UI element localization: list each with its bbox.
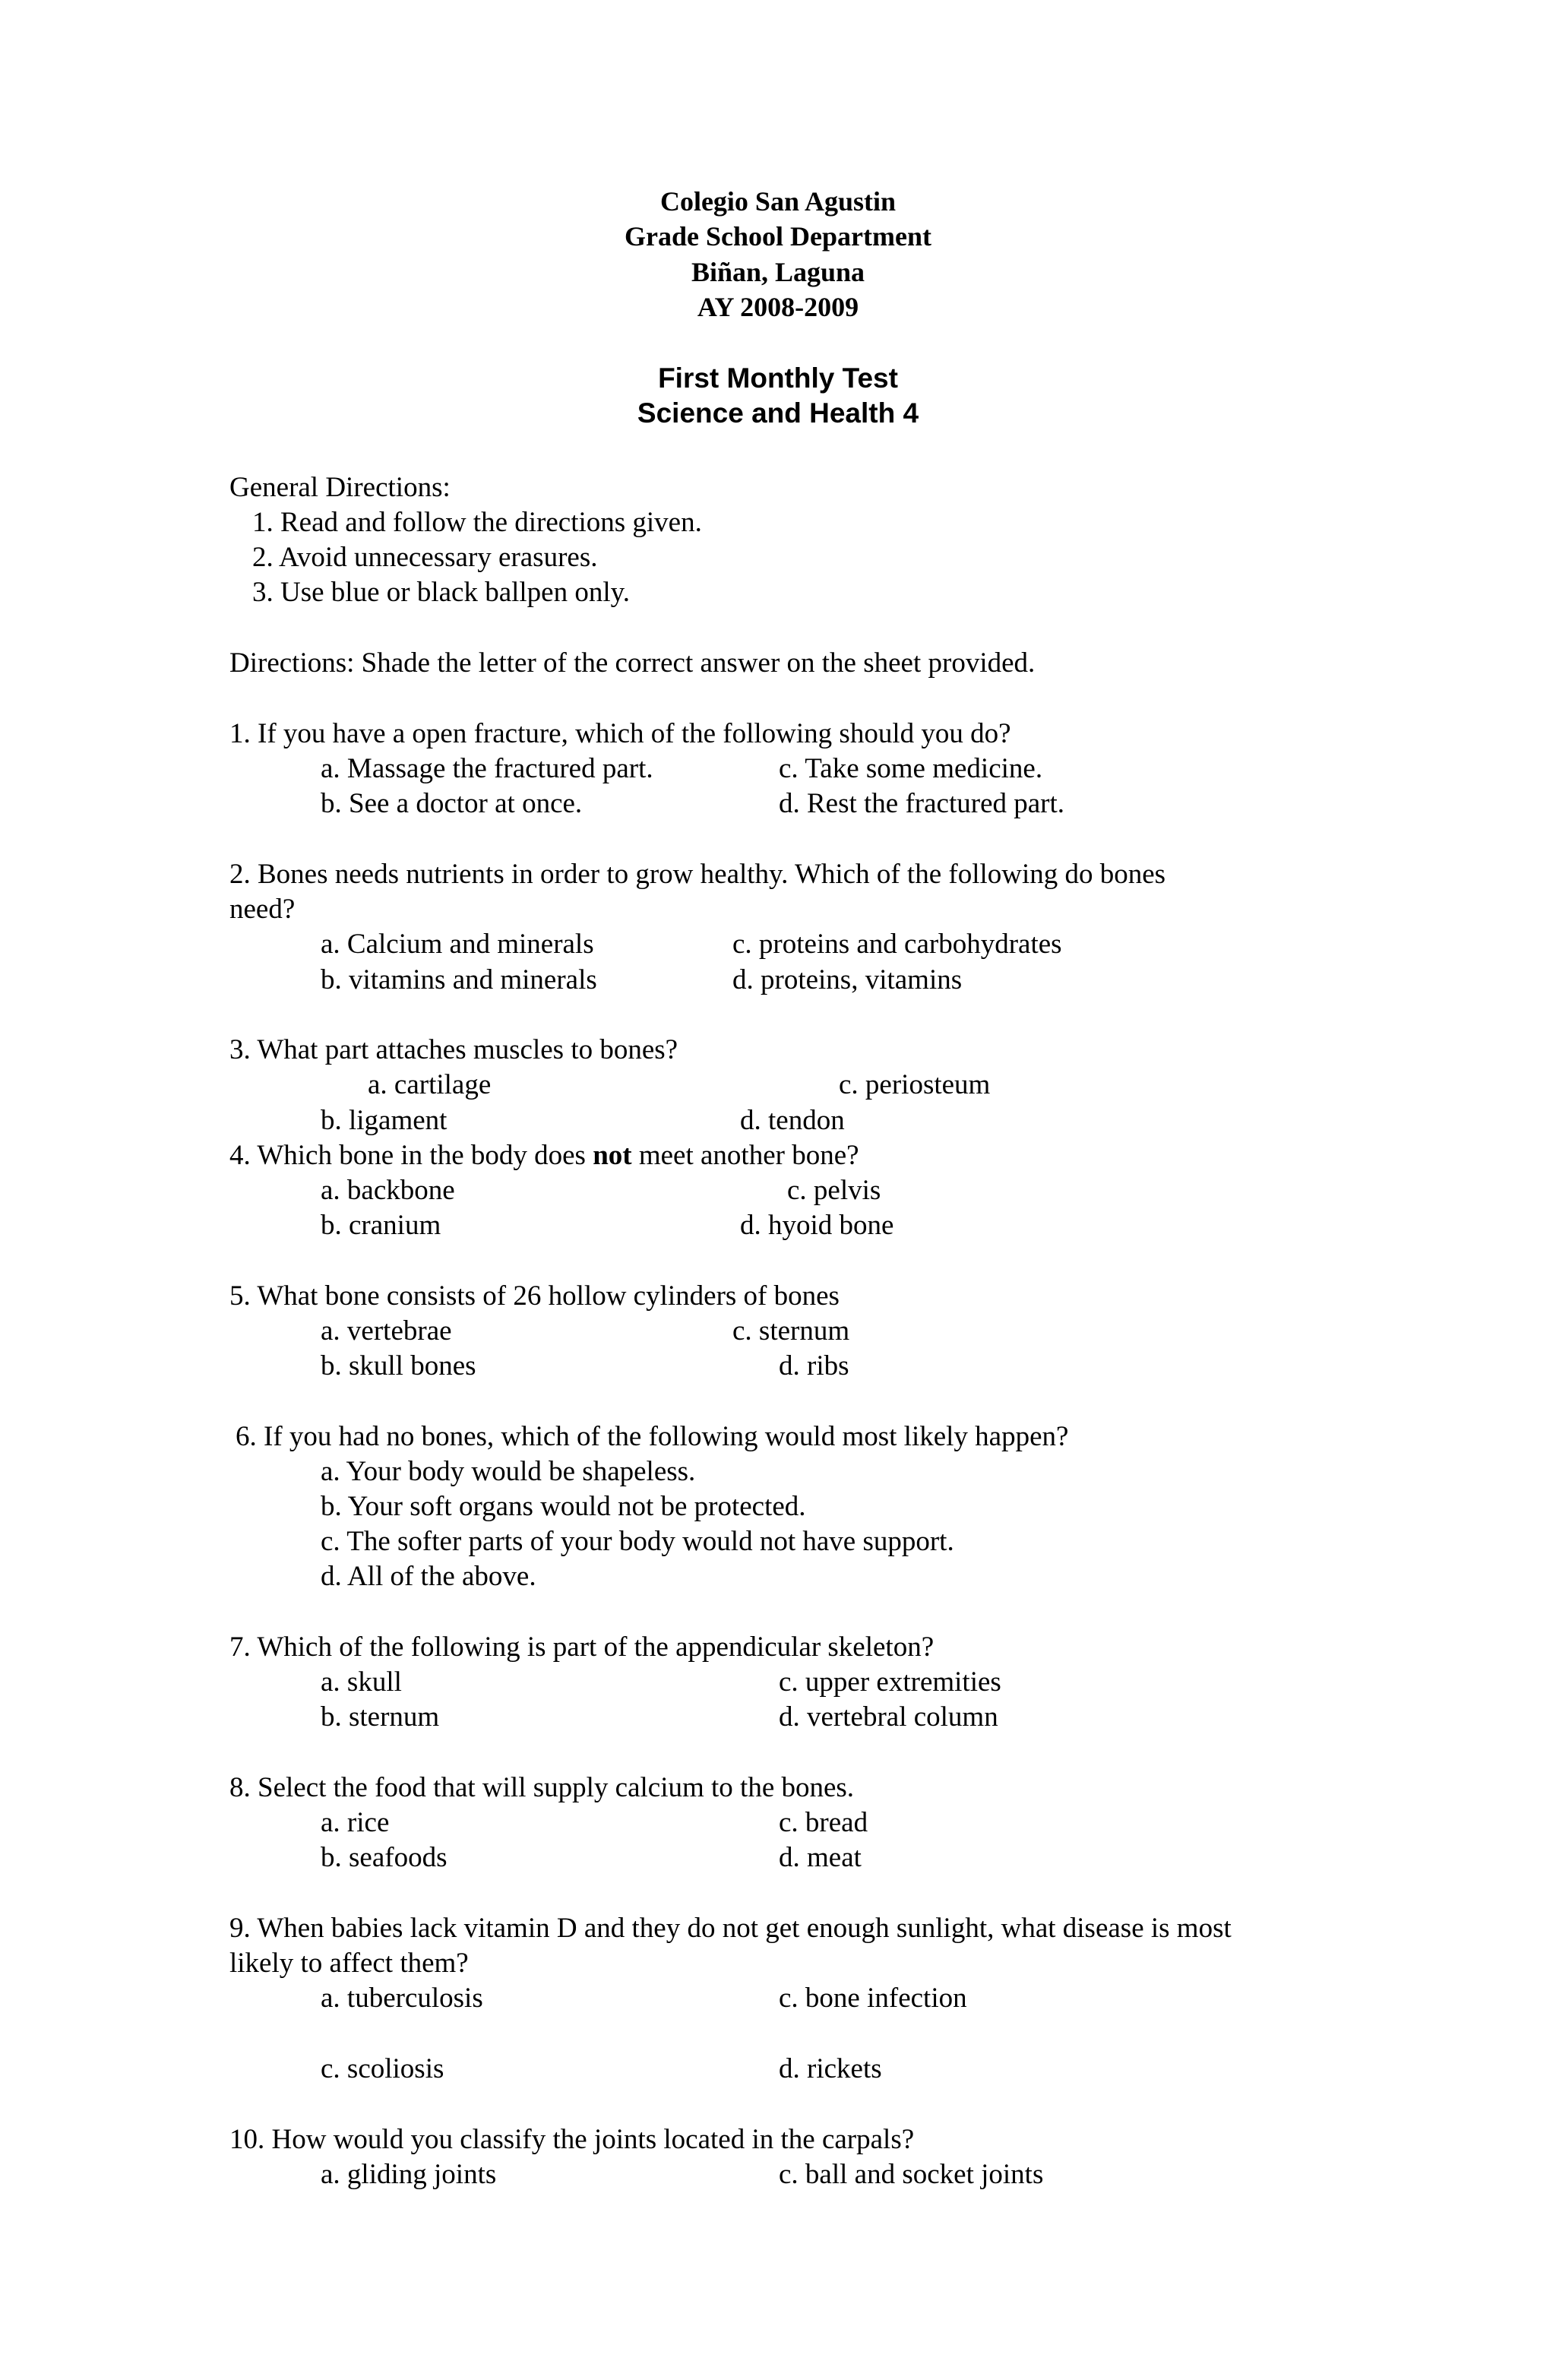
- general-direction-item: 1. Read and follow the directions given.: [252, 507, 702, 538]
- question-4: [229, 1138, 859, 1173]
- q2-choice-a: a. Calcium and minerals: [321, 929, 594, 960]
- q5-choice-c: c. sternum: [732, 1315, 850, 1347]
- question-9-line-1: 9. When babies lack vitamin D and they do not get enough sunlight, what disease is most: [229, 1913, 1232, 1944]
- q8-choice-b: b. seafoods: [321, 1842, 448, 1873]
- test-title: First Monthly Test: [658, 362, 898, 394]
- q10-choice-c: c. ball and socket joints: [779, 2159, 1044, 2190]
- q10-choice-a: a. gliding joints: [321, 2159, 497, 2190]
- question-2-line-1: 2. Bones needs nutrients in order to grow healthy. Which of the following do bones: [229, 859, 1166, 890]
- q2-choice-c: c. proteins and carbohydrates: [732, 929, 1062, 960]
- q3-choice-c: c. periosteum: [839, 1069, 991, 1100]
- department: Grade School Department: [625, 221, 931, 252]
- q4-choice-a: a. backbone: [321, 1175, 455, 1206]
- q9-choice-scoliosis: c. scoliosis: [321, 2053, 444, 2084]
- q4-choice-b: b. cranium: [321, 1210, 441, 1241]
- q6-choice-a: a. Your body would be shapeless.: [321, 1456, 696, 1487]
- q6-choice-b: b. Your soft organs would not be protected.: [321, 1491, 806, 1522]
- q3-choice-b: b. ligament: [321, 1105, 448, 1136]
- general-direction-item: 2. Avoid unnecessary erasures.: [252, 542, 598, 573]
- question-5: 5. What bone consists of 26 hollow cylinders of bones: [229, 1280, 840, 1312]
- question-9-line-2: likely to affect them?: [229, 1948, 469, 1979]
- question-10: 10. How would you classify the joints located in the carpals?: [229, 2124, 915, 2155]
- location: Biñan, Laguna: [691, 257, 865, 287]
- q9-choice-a: a. tuberculosis: [321, 1983, 483, 2014]
- test-subject: Science and Health 4: [637, 397, 919, 429]
- q5-choice-a: a. vertebrae: [321, 1315, 452, 1347]
- question-4-prefix: 4. Which bone in the body does: [229, 1140, 593, 1171]
- question-3: 3. What part attaches muscles to bones?: [229, 1034, 678, 1065]
- question-4-suffix: meet another bone?: [631, 1140, 859, 1171]
- q2-choice-d: d. proteins, vitamins: [732, 964, 963, 995]
- q1-choice-c: c. Take some medicine.: [779, 753, 1043, 784]
- q6-choice-d: d. All of the above.: [321, 1561, 536, 1592]
- question-2-line-2: need?: [229, 894, 296, 925]
- q9-choice-c: c. bone infection: [779, 1983, 967, 2014]
- question-6: 6. If you had no bones, which of the following would most likely happen?: [236, 1421, 1069, 1452]
- q1-choice-d: d. Rest the fractured part.: [779, 788, 1065, 819]
- q1-choice-a: a. Massage the fractured part.: [321, 753, 653, 784]
- school-name: Colegio San Agustin: [659, 186, 897, 217]
- q9-choice-d: d. rickets: [779, 2053, 882, 2084]
- q7-choice-d: d. vertebral column: [779, 1701, 998, 1733]
- q2-choice-b: b. vitamins and minerals: [321, 964, 597, 995]
- q7-choice-b: b. sternum: [321, 1701, 440, 1733]
- question-7: 7. Which of the following is part of the appendicular skeleton?: [229, 1632, 935, 1663]
- q4-choice-d: d. hyoid bone: [740, 1210, 894, 1241]
- question-8: 8. Select the food that will supply calcium to the bones.: [229, 1772, 855, 1803]
- q3-choice-d: d. tendon: [740, 1105, 845, 1136]
- q5-choice-b: b. skull bones: [321, 1350, 476, 1381]
- q7-choice-c: c. upper extremities: [779, 1666, 1001, 1698]
- q5-choice-d: d. ribs: [779, 1350, 849, 1381]
- q8-choice-c: c. bread: [779, 1807, 868, 1838]
- q6-choice-c: c. The softer parts of your body would not have support.: [321, 1526, 954, 1557]
- academic-year: AY 2008-2009: [697, 292, 859, 322]
- general-directions-label: General Directions:: [229, 472, 451, 503]
- q4-choice-c: c. pelvis: [787, 1175, 881, 1206]
- question-1: 1. If you have a open fracture, which of the following should you do?: [229, 718, 1011, 749]
- general-direction-item: 3. Use blue or black ballpen only.: [252, 577, 630, 608]
- q3-choice-a: a. cartilage: [368, 1069, 492, 1100]
- directions: Directions: Shade the letter of the correct answer on the sheet provided.: [229, 647, 1036, 679]
- q1-choice-b: b. See a doctor at once.: [321, 788, 583, 819]
- q7-choice-a: a. skull: [321, 1666, 402, 1698]
- q8-choice-a: a. rice: [321, 1807, 390, 1838]
- question-4-emphasis: not: [593, 1140, 632, 1171]
- q8-choice-d: d. meat: [779, 1842, 862, 1873]
